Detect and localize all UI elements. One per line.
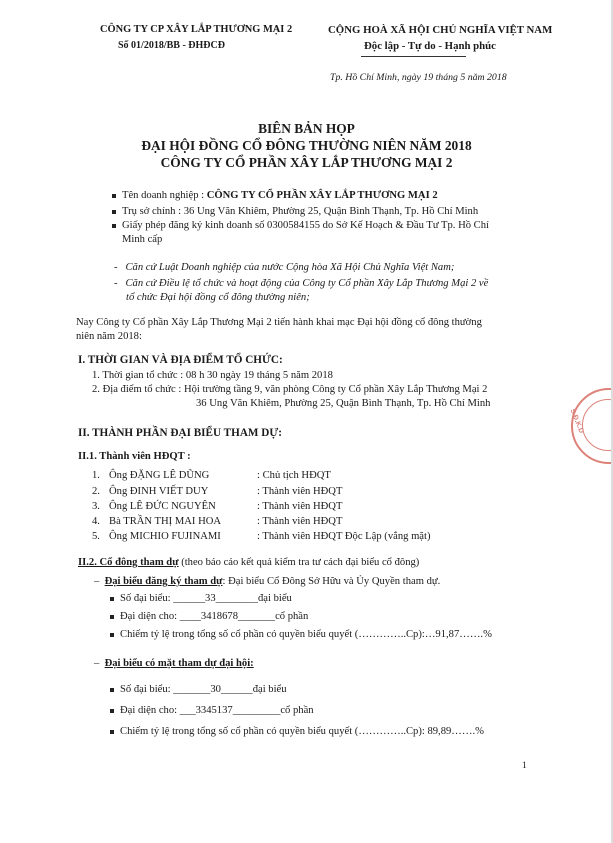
member-role: : Chủ tịch HĐQT: [257, 470, 331, 481]
present-delegates: – Đại biểu có mặt tham dự đại hội:: [94, 658, 254, 669]
document-number: Số 01/2018/BB - ĐHĐCĐ: [118, 40, 225, 51]
intro-line-2: niên năm 2018:: [76, 331, 142, 342]
bullet-icon: [112, 194, 116, 198]
member-number: 1.: [92, 470, 100, 481]
present-label: Đại biểu có mặt tham dự đại hội:: [104, 658, 254, 669]
meeting-place: 2. Địa điểm tổ chức : Hội trường tầng 9, văn phòng Công ty Cổ phần Xây Lắp Thương Mại 2: [92, 384, 488, 395]
address-text: Trụ sở chính : 36 Ung Văn Khiêm, Phường 25, Quận Bình Thạnh, Tp. Hồ Chí Minh: [122, 206, 479, 217]
title-minutes: BIÊN BẢN HỌP: [258, 121, 355, 136]
motto-underline: [361, 56, 466, 57]
title-meeting: ĐẠI HỘI ĐỒNG CỔ ĐÔNG THƯỜNG NIÊN NĂM 2018: [141, 138, 472, 153]
registered-shares: Đại diện cho: ____3418678_______cổ phần: [120, 611, 309, 622]
legal-basis-2-text: Căn cứ Điều lệ tổ chức và hoạt động của Công ty Cổ phần Xây Lắp Thương Mại 2 về: [125, 278, 489, 289]
present-shares: Đại diện cho: ___3345137_________cổ phần: [120, 705, 314, 716]
bullet-icon: [110, 688, 114, 692]
registered-label: Đại biểu đăng ký tham dự: [104, 576, 223, 587]
company-name-item: [112, 190, 438, 201]
company-name-label: Tên doanh nghiệp :: [122, 190, 207, 201]
legal-basis-1: - Căn cứ Luật Doanh nghiệp của nước Cộng hòa Xã Hội Chủ Nghĩa Việt Nam;: [114, 262, 455, 273]
license-text: Giấy phép đăng ký kinh doanh số 0300584155 do Sở Kế Hoạch & Đầu Tư Tp. Hồ Chí: [122, 220, 489, 231]
bullet-icon: [110, 730, 114, 734]
shareholders-note: (theo báo cáo kết quả kiểm tra tư cách đại biểu cổ đông): [178, 557, 420, 568]
bullet-icon: [110, 597, 114, 601]
license-item: [112, 220, 489, 231]
bullet-icon: [112, 210, 116, 214]
registered-delegates: – Đại biểu đăng ký tham dự: Đại biểu Cổ Đông Sở Hữu và Ủy Quyền tham dự.: [94, 576, 441, 587]
title-company: CÔNG TY CỔ PHẦN XÂY LẮP THƯƠNG MẠI 2: [160, 155, 453, 170]
board-member-row: [92, 501, 342, 512]
seal-text: S.Đ.K.D: [568, 408, 585, 435]
member-name: Ông LÊ ĐỨC NGUYÊN: [109, 501, 216, 512]
legal-basis-2: - Căn cứ Điều lệ tổ chức và hoạt động của Công ty Cổ phần Xây Lắp Thương Mại 2 về: [114, 278, 489, 289]
member-number: 5.: [92, 531, 100, 542]
company-name-header: CÔNG TY CP XÂY LẮP THƯƠNG MẠI 2: [100, 24, 293, 35]
board-member-row: [92, 486, 342, 497]
page-number: 1: [522, 760, 527, 771]
member-name: Ông MICHIO FUJINAMI: [109, 531, 221, 542]
republic-name: CỘNG HOÀ XÃ HỘI CHỦ NGHĨA VIỆT NAM: [328, 24, 553, 36]
member-number: 3.: [92, 501, 100, 512]
member-name: Ông ĐẶNG LÊ DŨNG: [109, 470, 210, 481]
registered-rep-item: [110, 611, 308, 622]
legal-basis-2-cont: tổ chức Đại hội đồng cổ đông thường niên;: [126, 292, 310, 303]
bullet-icon: [110, 633, 114, 637]
member-number: 2.: [92, 486, 100, 497]
member-role: : Thành viên HĐQT: [257, 486, 343, 497]
legal-basis-1-text: Căn cứ Luật Doanh nghiệp của nước Cộng hòa Xã Hội Chủ Nghĩa Việt Nam;: [125, 262, 455, 273]
company-seal-icon: [568, 388, 613, 464]
registered-count-item: [110, 593, 292, 604]
bullet-icon: [110, 709, 114, 713]
registered-ratio-item: [110, 629, 492, 640]
bullet-icon: [112, 224, 116, 228]
national-motto: Độc lập - Tự do - Hạnh phúc: [364, 40, 496, 52]
present-ratio: Chiếm tỷ lệ trong tổng số cổ phần có quyền biểu quyết (…………..Cp): 89,89…….%: [120, 726, 484, 737]
present-count: Số đại biểu: _______30______đại biểu: [120, 684, 287, 695]
board-members-heading: II.1. Thành viên HĐQT :: [78, 451, 191, 462]
board-member-row: [92, 531, 430, 542]
member-name: Bà TRẦN THỊ MAI HOA: [109, 516, 222, 527]
company-name-value: CÔNG TY CỔ PHẦN XÂY LẮP THƯƠNG MẠI 2: [206, 190, 438, 201]
registered-desc: : Đại biểu Cổ Đông Sở Hữu và Ủy Quyền tham dự.: [222, 576, 441, 587]
address-item: [112, 206, 478, 217]
date-line: Tp. Hồ Chí Minh, ngày 19 tháng 5 năm 2018: [330, 72, 507, 83]
registered-ratio: Chiếm tỷ lệ trong tổng số cổ phần có quyền biểu quyết (…………..Cp):…91,87…….%: [120, 629, 492, 640]
member-number: 4.: [92, 516, 100, 527]
present-count-item: [110, 684, 287, 695]
section-2-heading: II. THÀNH PHẦN ĐẠI BIỂU THAM DỰ:: [78, 427, 282, 439]
member-role: : Thành viên HĐQT: [257, 501, 343, 512]
bullet-icon: [110, 615, 114, 619]
board-member-row: [92, 516, 342, 527]
member-name: Ông ĐINH VIẾT DUY: [109, 486, 209, 497]
meeting-time: 1. Thời gian tổ chức : 08 h 30 ngày 19 tháng 5 năm 2018: [92, 370, 333, 381]
board-member-row: [92, 470, 331, 481]
member-role: : Thành viên HĐQT Độc Lập (vắng mặt): [257, 531, 431, 542]
present-ratio-item: [110, 726, 484, 737]
shareholders-label: II.2. Cổ đông tham dự: [78, 557, 179, 568]
meeting-place-cont: 36 Ung Văn Khiêm, Phường 25, Quận Bình Thạnh, Tp. Hồ Chí Minh: [196, 398, 491, 409]
registered-count: Số đại biểu: ______33________đại biểu: [120, 593, 292, 604]
intro-line-1: Nay Công ty Cổ phần Xây Lắp Thương Mại 2 tiến hành khai mạc Đại hội đồng cổ đông thường: [76, 317, 482, 328]
present-rep-item: [110, 705, 314, 716]
license-text-cont: Minh cấp: [122, 234, 163, 245]
member-role: : Thành viên HĐQT: [257, 516, 343, 527]
section-1-heading: I. THỜI GIAN VÀ ĐỊA ĐIỂM TỔ CHỨC:: [78, 354, 283, 366]
shareholders-heading: [78, 557, 419, 568]
seal-inner-ring: [582, 399, 613, 451]
